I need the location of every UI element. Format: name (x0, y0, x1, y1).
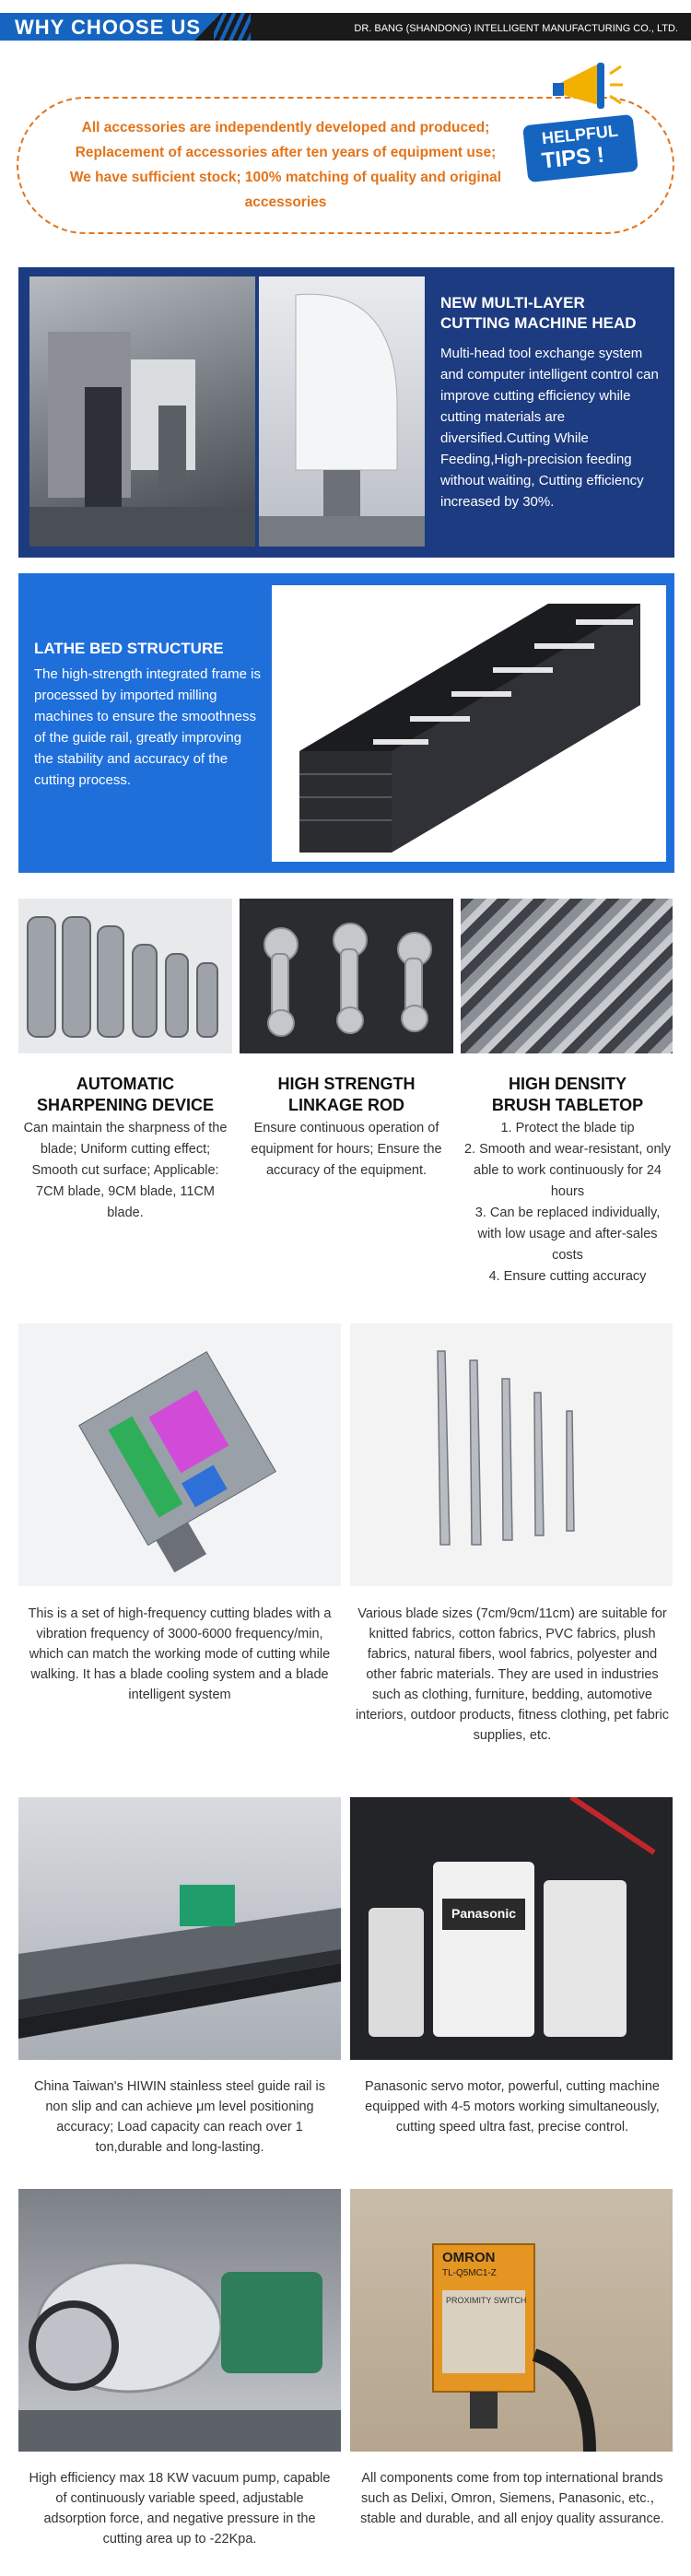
list-item: 3. Can be replaced individually, with low usage and after-sales costs (474, 1206, 661, 1263)
tips-text: All accessories are independently developed and produced; Replacement of accessories after ten years of equipment use; We have sufficient stock; 100% matching of quality and original accessories (69, 120, 502, 210)
page-title: WHY CHOOSE US (15, 16, 202, 39)
feature-sharpening-title-line2: SHARPENING DEVICE (36, 1096, 215, 1114)
brush-tabletop-photo (461, 899, 673, 1053)
cutting-head-photo-1 (29, 276, 255, 547)
servo-brand-label: Panasonic (451, 1906, 517, 1921)
feature-brush (463, 1074, 673, 1288)
sharpening-photo (18, 899, 232, 1053)
list-item: 4. Ensure cutting accuracy (488, 1269, 647, 1284)
feature-sharpening-title (20, 1074, 230, 1116)
feature-sharpening-title-line1: AUTOMATIC (76, 1075, 175, 1093)
linkage-rod-photo (240, 899, 453, 1053)
sensor-model-label: TL-Q5MC1-Z (442, 2268, 497, 2278)
blades-caption: Various blade sizes (7cm/9cm/11cm) are suitable for knitted fabrics, cotton fabrics, PVC fabrics, plush fabrics, natural fibers, wool fabrics, polyester and other fabric materials. They are used in industries such as clothing, furniture, bedding, automotive interiors, outdoor products, fitness clothing, pet fabric supplies, etc. (355, 1606, 670, 1743)
company-name: DR. BANG (SHANDONG) INTELLIGENT MANUFACTURING CO., LTD. (354, 23, 678, 34)
list-item: 2. Smooth and wear-resistant, only able to work continuously for 24 hours (463, 1142, 672, 1199)
cutting-head-photo-2 (259, 276, 425, 547)
servo-caption: Panasonic servo motor, powerful, cutting machine equipped with 4-5 motors working simultaneously, cutting speed ultra fast, precise control. (365, 2079, 660, 2135)
cutting-head-title-line2: CUTTING MACHINE HEAD (440, 314, 637, 332)
feature-sharpening-text: Can maintain the sharpness of the blade; Uniform cutting effect; Smooth cut surface; Applicable: 7CM blade, 9CM blade, 11CM blade. (23, 1121, 228, 1220)
cutting-head-text: Multi-head tool exchange system and computer intelligent control can improve cutting efficiency while cutting materials are diversified.Cutting While Feeding,High-precision feeding without waiting, Cutting efficiency increased by 30%. (440, 346, 659, 510)
cutting-head-title-line1: NEW MULTI-LAYER (440, 294, 585, 312)
cad-model-photo (18, 1323, 341, 1586)
blades-photo (350, 1323, 673, 1586)
lathe-bed-text: The high-strength integrated frame is processed by imported milling machines to ensure the smoothness of the guide rail, greatly improving the stability and accuracy of the cutting process. (34, 666, 261, 788)
tips-badge-line2: TIPS ! (540, 142, 606, 174)
brands-caption: All components come from top international brands such as Delixi, Omron, Siemens, Panasonic, etc.，stable and durable, and all enjoy quality assurance. (360, 2471, 664, 2526)
sensor-brand-label: OMRON (442, 2250, 496, 2265)
sensor-photo (350, 2189, 673, 2452)
list-item: 1. Protect the blade tip (500, 1121, 635, 1135)
feature-linkage-title (241, 1074, 451, 1116)
guide-rail-caption: China Taiwan's HIWIN stainless steel guide rail is non slip and can achieve μm level positioning accuracy; Load capacity can reach over 1 ton,durable and long-lasting. (34, 2079, 325, 2155)
feature-brush-list (463, 1118, 673, 1288)
feature-brush-title-line1: HIGH DENSITY (508, 1075, 627, 1093)
megaphone-icon (551, 55, 625, 120)
lathe-bed-photo (272, 585, 666, 862)
servo-motor-photo (350, 1797, 673, 2060)
vacuum-pump-caption: High efficiency max 18 KW vacuum pump, capable of continuously variable speed, adjustable adsorption force, and negative pressure in the cutting area up to -22Kpa. (29, 2471, 331, 2547)
tips-badge-line1: HELPFUL (541, 121, 619, 148)
feature-linkage-title-line1: HIGH STRENGTH (277, 1075, 416, 1093)
cutting-head-title (440, 293, 662, 334)
guide-rail-photo (18, 1797, 341, 2060)
feature-linkage-title-line2: LINKAGE ROD (288, 1096, 404, 1114)
vacuum-pump-photo (18, 2189, 341, 2452)
feature-brush-title (463, 1074, 673, 1116)
feature-linkage (241, 1074, 451, 1182)
cad-caption: This is a set of high-frequency cutting blades with a vibration frequency of 3000-6000 frequency/min, which can match the working mode of cutting while walking. It has a blade cooling system and a blade intelligent system (28, 1606, 332, 1702)
feature-sharpening (20, 1074, 230, 1224)
header-stripes (214, 13, 251, 41)
feature-brush-title-line2: BRUSH TABLETOP (491, 1096, 644, 1114)
sensor-type-label: PROXIMITY SWITCH (446, 2296, 527, 2305)
lathe-bed-title: LATHE BED STRUCTURE (34, 640, 224, 657)
feature-linkage-text: Ensure continuous operation of equipment for hours; Ensure the accuracy of the equipment. (251, 1121, 442, 1178)
